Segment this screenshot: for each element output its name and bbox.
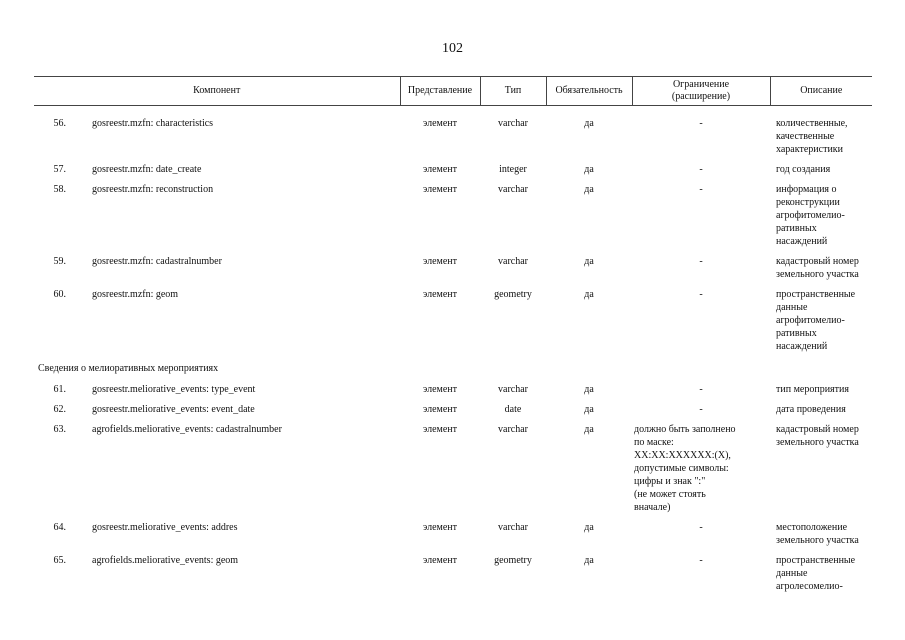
restriction-cell: - [699, 404, 703, 415]
obligatory-cell: да [584, 164, 594, 175]
header-type: Тип [480, 77, 546, 106]
type-cell: varchar [498, 184, 528, 195]
obligatory-cell: да [584, 555, 594, 566]
row-number: 57. [53, 164, 66, 175]
representation-cell: элемент [422, 555, 458, 566]
description-cell: пространственные данные агрофитомелио- ративных насаждений [776, 289, 856, 352]
representation-cell: элемент [422, 404, 458, 415]
table-row [34, 551, 872, 597]
description-cell: тип мероприятия [776, 384, 849, 395]
header-representation: Представление [400, 77, 480, 106]
component-cell: agrofields.meliorative_events: cadastralnumber [92, 424, 282, 435]
restriction-cell: - [699, 256, 703, 267]
table-section [34, 357, 872, 380]
obligatory-cell: да [584, 522, 594, 533]
table-body-mzfn [34, 106, 872, 358]
component-cell: gosreestr.mzfn: reconstruction [92, 184, 214, 195]
table-row [34, 400, 872, 420]
row-number: 59. [53, 256, 66, 267]
component-cell: gosreestr.meliorative_events: event_date [92, 404, 255, 415]
representation-cell: элемент [422, 424, 458, 435]
component-cell: gosreestr.mzfn: cadastralnumber [92, 256, 222, 267]
restriction-cell: - [699, 164, 703, 175]
restriction-cell: - [699, 184, 703, 195]
type-cell: varchar [498, 118, 528, 129]
description-cell: кадастровый номер земельного участка [776, 424, 859, 448]
description-cell: пространственные данные агролесомелио- [776, 555, 856, 592]
description-cell: дата проведения [776, 404, 846, 415]
component-cell: gosreestr.mzfn: date_create [92, 164, 202, 175]
restriction-cell: - [699, 522, 703, 533]
description-cell: год создания [776, 164, 831, 175]
representation-cell: элемент [422, 184, 458, 195]
representation-cell: элемент [422, 384, 458, 395]
obligatory-cell: да [584, 384, 594, 395]
obligatory-cell: да [584, 424, 594, 435]
description-cell: информация о реконструкции агрофитомелио- ративных насаждений [776, 184, 845, 247]
row-number: 62. [53, 404, 66, 415]
restriction-cell: - [699, 118, 703, 129]
representation-cell: элемент [422, 256, 458, 267]
row-number: 65. [53, 555, 66, 566]
row-number: 56. [53, 118, 66, 129]
restriction-cell: - [699, 555, 703, 566]
restriction-cell: - [699, 384, 703, 395]
type-cell: integer [499, 164, 527, 175]
restriction-cell: - [699, 289, 703, 300]
component-cell: gosreestr.mzfn: geom [92, 289, 179, 300]
representation-cell: элемент [422, 118, 458, 129]
header-obligatory: Обязательность [546, 77, 632, 106]
component-cell: agrofields.meliorative_events: geom [92, 555, 239, 566]
obligatory-cell: да [584, 184, 594, 195]
representation-cell: элемент [422, 164, 458, 175]
component-cell: gosreestr.mzfn: characteristics [92, 118, 214, 129]
representation-cell: элемент [422, 289, 458, 300]
row-number: 63. [53, 424, 66, 435]
type-cell: varchar [498, 384, 528, 395]
table-header-row [34, 77, 872, 106]
table-row [34, 285, 872, 357]
obligatory-cell: да [584, 404, 594, 415]
header-description: Описание [770, 77, 872, 106]
table-body-meliorative-events [34, 380, 872, 597]
row-number: 61. [53, 384, 66, 395]
representation-cell: элемент [422, 522, 458, 533]
component-cell: gosreestr.meliorative_events: type_event [92, 384, 256, 395]
type-cell: varchar [498, 256, 528, 267]
header-component: Компонент [34, 77, 400, 106]
header-restriction: Ограничение (расширение) [632, 77, 770, 106]
obligatory-cell: да [584, 256, 594, 267]
row-number: 60. [53, 289, 66, 300]
description-cell: кадастровый номер земельного участка [776, 256, 859, 280]
obligatory-cell: да [584, 289, 594, 300]
restriction-cell: должно быть заполнено по маске: XX:XX:XXXXXX:(X), допустимые символы: цифры и знак ":" (не может стоять вначале) [634, 424, 736, 513]
type-cell: geometry [494, 555, 532, 566]
table-row [34, 380, 872, 400]
type-cell: varchar [498, 424, 528, 435]
table-row [34, 420, 872, 518]
table-row [34, 180, 872, 252]
description-cell: местоположение земельного участка [776, 522, 859, 546]
row-number: 64. [53, 522, 66, 533]
section-row [34, 357, 872, 380]
table-row [34, 114, 872, 160]
table-row [34, 518, 872, 551]
section-title: Сведения о мелиоративных мероприятиях [38, 363, 219, 374]
table-row [34, 160, 872, 180]
table-row [34, 252, 872, 285]
description-cell: количественные, качественные характеристики [776, 118, 848, 155]
type-cell: varchar [498, 522, 528, 533]
metadata-table [34, 76, 872, 597]
row-number: 58. [53, 184, 66, 195]
type-cell: geometry [494, 289, 532, 300]
page-number: 102 [442, 41, 463, 56]
obligatory-cell: да [584, 118, 594, 129]
component-cell: gosreestr.meliorative_events: addres [92, 522, 238, 533]
type-cell: date [504, 404, 522, 415]
